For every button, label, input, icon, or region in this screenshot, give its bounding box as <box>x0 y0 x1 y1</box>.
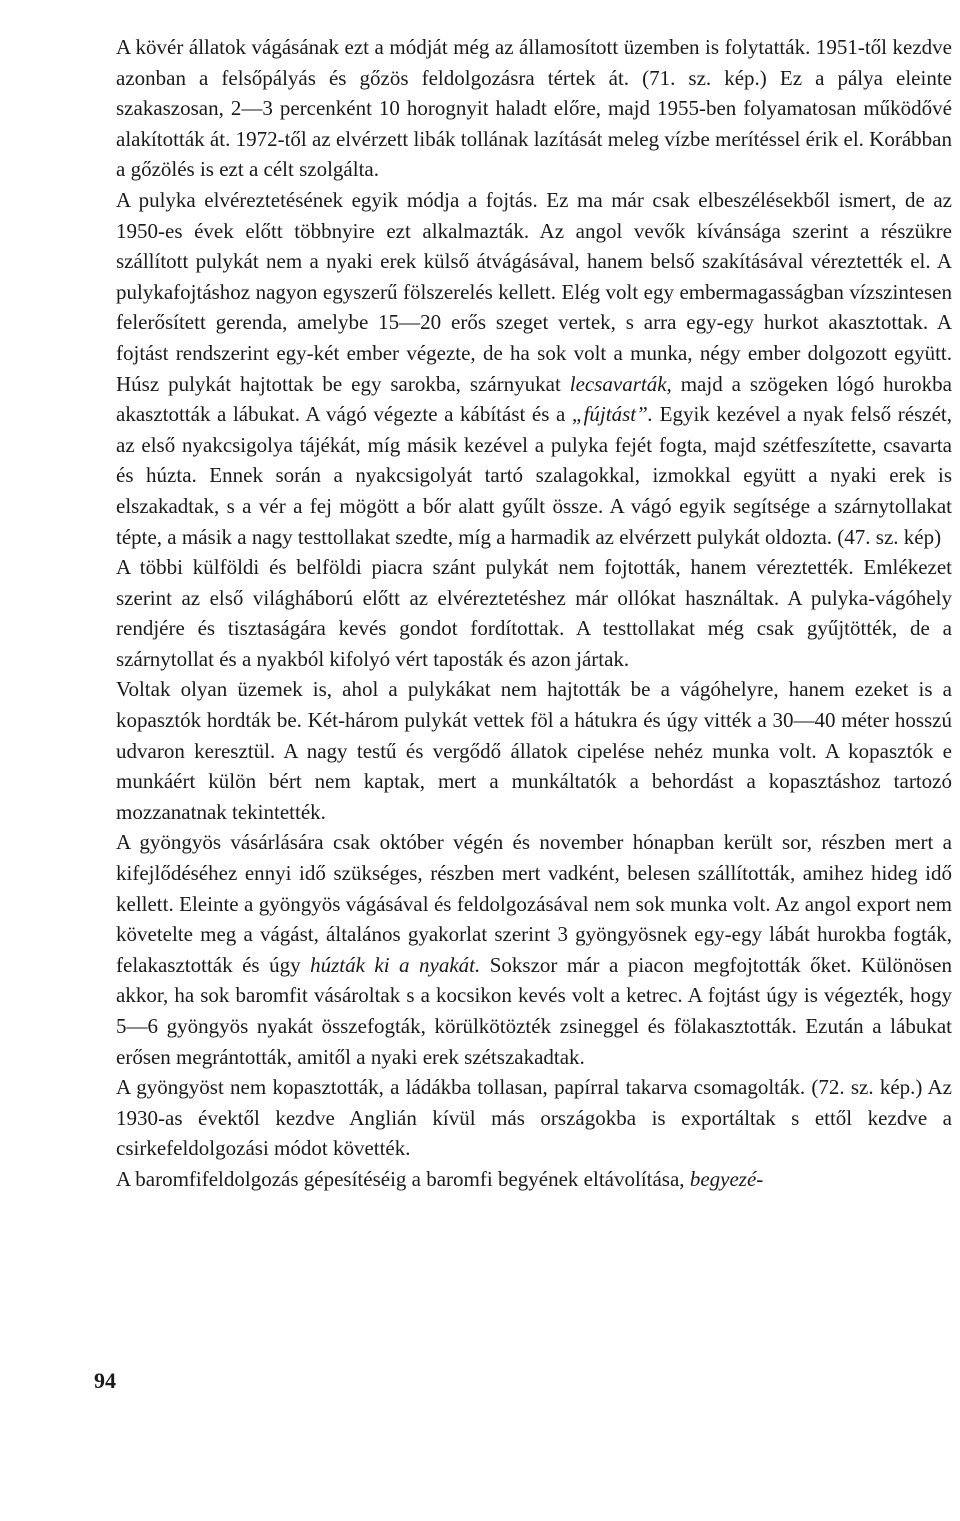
paragraph-text: A baromfifeldolgozás gépesítéséig a baromfi begyének eltávolítása, <box>116 1166 690 1191</box>
paragraph <box>116 32 952 185</box>
paragraph <box>116 827 952 1072</box>
paragraph-text: A gyöngyöst nem kopasztották, a ládákba tollasan, papírral takarva csomagolták. (72. sz. kép.) Az 1930-as évektől kezdve Anglián kívül más országokba is exportáltak s ettől kezdve a csirkefeldolgozási módot követték. <box>116 1075 952 1161</box>
paragraph <box>116 185 952 552</box>
paragraph-text: Voltak olyan üzemek is, ahol a pulykákat nem hajtották be a vágóhelyre, hanem ezeket is a kopasztók hordták be. Két-három pulykát vettek föl a hátukra és úgy vitték a 30—40 méter hosszú udvaron keresztül. A nagy testű és vergődő állatok cipelése nehéz munka volt. A kopasztók e munkáért külön bért nem kaptak, mert a munkáltatók a behordást a kopasztáshoz tartozó mozzanatnak tekintették. <box>116 677 952 824</box>
paragraph-text: Egyik kezével a nyak felső részét, az első nyakcsigolya tájékát, míg másik kezével a pulyka fejét fogta, majd szétfeszítette, csavarta és húzta. Ennek során a nyakcsigolyát tartó szalagokkal, izmokkal együtt a nyaki erek is elszakadtak, s a vér a fej mögött a bőr alatt gyűlt össze. A vágó egyik segítsége a szárnytollakat tépte, a másik a nagy testtollakat szedte, míg a harmadik az elvérzett pulykát oldozta. (47. sz. kép) <box>116 402 952 549</box>
paragraph <box>116 1072 952 1164</box>
paragraph-text: A kövér állatok vágásának ezt a módját még az államosított üzemben is folytatták. 1951-től kezdve azonban a felsőpályás és gőzös feldolgozásra tértek át. (71. sz. kép.) Ez a pálya eleinte szakaszosan, 2—3 percenként 10 horognyit haladt előre, majd 1955-ben folyamatosan működővé alakították át. 1972-től az elvérzett libák tollának lazítását meleg vízbe merítéssel érik el. Korábban a gőzölés is ezt a célt szolgálta. <box>116 35 952 182</box>
paragraph <box>116 1164 952 1195</box>
page-number: 94 <box>94 1368 116 1393</box>
paragraph <box>116 552 952 674</box>
italic-term: lecsavarták, <box>569 371 672 396</box>
body-text <box>116 32 952 1195</box>
paragraph-text: A gyöngyös vásárlására csak október végén és november hónapban került sor, részben mert a kifejlődéséhez ennyi idő szükséges, részben mert vadként, belesen szállították, amihez hideg idő kellett. Eleinte a gyöngyös vágásával és feldolgozásával nem sok munka volt. Az angol export nem követelte meg a vágást, általános gyakorlat szerint 3 gyöngyösnek egy-egy lábát hurokba fogták, felakasztották és úgy <box>116 830 952 977</box>
paragraph-text: A pulyka elvéreztetésének egyik módja a fojtás. Ez ma már csak elbeszélésekből ismert, de az 1950-es évek előtt többnyire ezt alkalmazták. Az angol vevők kívánsága szerint a részükre szállított pulykát nem a nyaki erek külső átvágásával, hanem belső szakításával véreztették el. A pulykafojtáshoz nagyon egyszerű fölszerelés kellett. Elég volt egy embermagasságban vízszintesen felerősített gerenda, amelybe 15—20 erős szeget vertek, s arra egy-egy hurkot akasztottak. A fojtást rendszerint egy-két ember végezte, de ha sok volt a munka, négy ember dolgozott együtt. Húsz pulykát hajtottak be egy sarokba, szárnyukat <box>116 187 952 396</box>
italic-term: begyezé- <box>689 1166 764 1191</box>
italic-term: húzták ki a nyakát. <box>310 952 481 977</box>
paragraph-text: A többi külföldi és belföldi piacra szánt pulykát nem fojtották, hanem véreztették. Emlékezet szerint az első világháború előtt az elvéreztetéshez már ollókat használtak. A pulyka-vágóhely rendjére és tisztaságára kevés gondot fordítottak. A testtollakat még csak gyűjtötték, de a szárnytollat és a nyakból kifolyó vért taposták és azon jártak. <box>116 555 952 671</box>
paragraph <box>116 674 952 827</box>
paragraph-text: Sokszor már a piacon megfojtották őket. Különösen akkor, ha sok baromfit vásároltak s a kocsikon kevés volt a ketrec. A fojtást úgy is végezték, hogy 5—6 gyöngyös nyakát összefogták, körülkötözték zsineggel és fölakasztották. Ezután a lábukat erősen megrántották, amitől a nyaki erek szétszakadtak. <box>116 952 952 1069</box>
italic-term: „fújtást”. <box>571 402 654 427</box>
paragraph-text: majd a szögeken lógó hurokba akasztották a lábukat. A vágó végezte a kábítást és a <box>116 371 952 427</box>
